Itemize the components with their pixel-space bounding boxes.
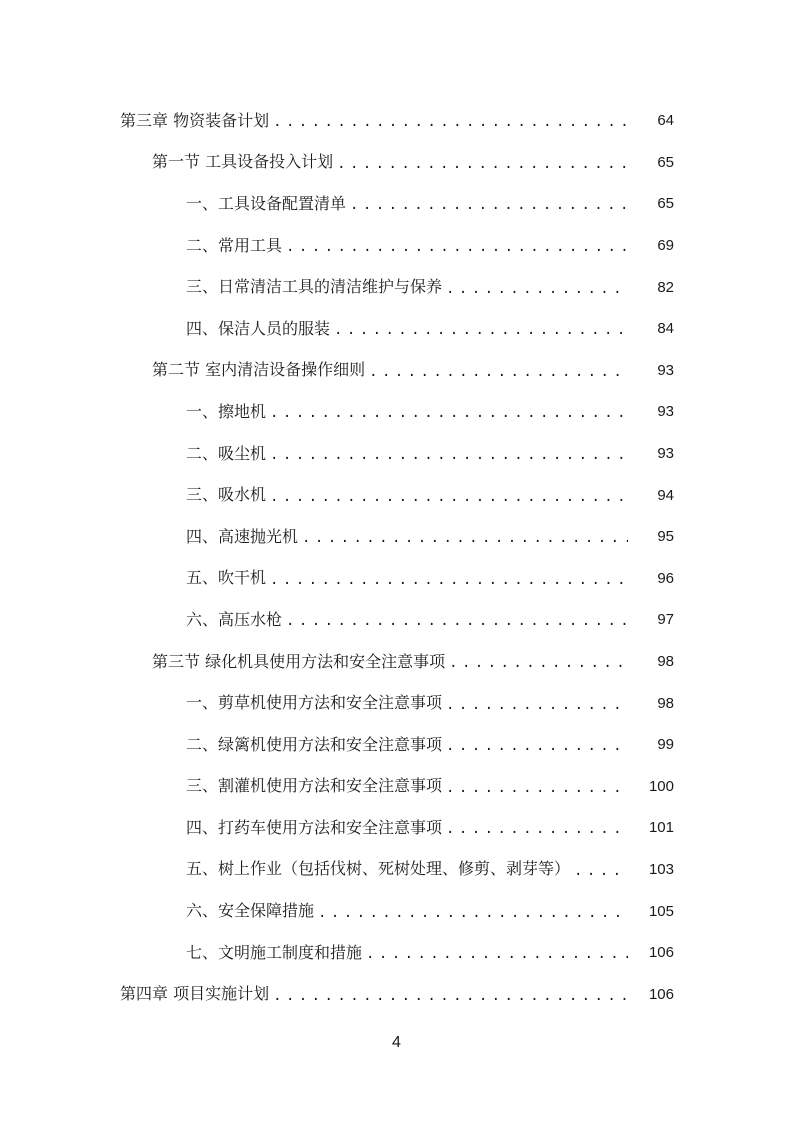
toc-entry-title: 第二节 室内清洁设备操作细则 <box>152 362 369 378</box>
toc-dot-leader <box>446 739 628 753</box>
toc-entry-title: 第一节 工具设备投入计划 <box>152 154 337 170</box>
toc-entry-title: 一、工具设备配置清单 <box>186 196 350 212</box>
toc-entry-page-number: 106 <box>628 987 793 1002</box>
toc-entry-page-number: 93 <box>628 446 793 461</box>
toc-subsection-entry[interactable] <box>0 225 793 267</box>
toc-entry-title: 三、割灌机使用方法和安全注意事项 <box>186 778 446 794</box>
toc-entry-title: 五、树上作业（包括伐树、死树处理、修剪、剥芽等） <box>186 861 574 877</box>
toc-entry-title: 六、高压水枪 <box>186 612 286 628</box>
toc-subsection-entry[interactable] <box>0 932 793 974</box>
table-of-contents <box>0 100 793 1015</box>
toc-entry-page-number: 65 <box>628 196 793 211</box>
toc-entry-title: 六、安全保障措施 <box>186 903 318 919</box>
toc-section-entry[interactable] <box>0 641 793 683</box>
toc-dot-leader <box>270 490 628 504</box>
toc-subsection-entry[interactable] <box>0 266 793 308</box>
toc-dot-leader <box>446 698 628 712</box>
toc-subsection-entry[interactable] <box>0 308 793 350</box>
toc-dot-leader <box>337 157 628 171</box>
toc-dot-leader <box>366 947 628 961</box>
toc-dot-leader <box>446 781 628 795</box>
toc-entry-page-number: 98 <box>628 654 793 669</box>
toc-entry-page-number: 98 <box>628 696 793 711</box>
toc-entry-page-number: 103 <box>628 862 793 877</box>
toc-entry-page-number: 100 <box>628 779 793 794</box>
toc-chapter-entry[interactable] <box>0 973 793 1015</box>
toc-section-entry[interactable] <box>0 350 793 392</box>
toc-entry-page-number: 65 <box>628 155 793 170</box>
toc-dot-leader <box>302 531 628 545</box>
toc-entry-page-number: 82 <box>628 280 793 295</box>
toc-subsection-entry[interactable] <box>0 849 793 891</box>
toc-subsection-entry[interactable] <box>0 474 793 516</box>
toc-entry-page-number: 69 <box>628 238 793 253</box>
toc-entry-page-number: 99 <box>628 737 793 752</box>
toc-dot-leader <box>334 323 628 337</box>
toc-entry-page-number: 96 <box>628 571 793 586</box>
toc-subsection-entry[interactable] <box>0 766 793 808</box>
toc-subsection-entry[interactable] <box>0 558 793 600</box>
toc-entry-title: 一、擦地机 <box>186 404 270 420</box>
toc-dot-leader <box>350 198 628 212</box>
toc-entry-title: 二、常用工具 <box>186 238 286 254</box>
toc-entry-title: 四、保洁人员的服装 <box>186 321 334 337</box>
toc-dot-leader <box>273 115 628 129</box>
toc-entry-page-number: 95 <box>628 529 793 544</box>
toc-entry-title: 二、吸尘机 <box>186 446 270 462</box>
toc-subsection-entry[interactable] <box>0 516 793 558</box>
toc-dot-leader <box>270 573 628 587</box>
toc-entry-title: 五、吹干机 <box>186 570 270 586</box>
toc-entry-title: 第四章 项目实施计划 <box>120 986 273 1002</box>
toc-entry-title: 第三节 绿化机具使用方法和安全注意事项 <box>152 654 449 670</box>
toc-subsection-entry[interactable] <box>0 682 793 724</box>
toc-entry-title: 三、吸水机 <box>186 487 270 503</box>
toc-subsection-entry[interactable] <box>0 724 793 766</box>
toc-entry-title: 七、文明施工制度和措施 <box>186 945 366 961</box>
toc-dot-leader <box>286 240 628 254</box>
toc-dot-leader <box>446 282 628 296</box>
toc-dot-leader <box>270 448 628 462</box>
toc-chapter-entry[interactable] <box>0 100 793 142</box>
toc-dot-leader <box>574 864 628 878</box>
toc-subsection-entry[interactable] <box>0 807 793 849</box>
toc-entry-page-number: 93 <box>628 363 793 378</box>
toc-entry-page-number: 106 <box>628 945 793 960</box>
toc-dot-leader <box>449 656 628 670</box>
toc-subsection-entry[interactable] <box>0 183 793 225</box>
toc-entry-title: 三、日常清洁工具的清洁维护与保养 <box>186 279 446 295</box>
toc-dot-leader <box>273 989 628 1003</box>
toc-subsection-entry[interactable] <box>0 433 793 475</box>
toc-entry-title: 二、绿篱机使用方法和安全注意事项 <box>186 737 446 753</box>
toc-subsection-entry[interactable] <box>0 890 793 932</box>
toc-subsection-entry[interactable] <box>0 391 793 433</box>
toc-dot-leader <box>369 365 628 379</box>
toc-dot-leader <box>270 406 628 420</box>
toc-dot-leader <box>286 614 628 628</box>
toc-entry-page-number: 94 <box>628 488 793 503</box>
toc-entry-page-number: 84 <box>628 321 793 336</box>
toc-entry-page-number: 97 <box>628 612 793 627</box>
toc-entry-page-number: 64 <box>628 113 793 128</box>
toc-entry-page-number: 101 <box>628 820 793 835</box>
toc-entry-page-number: 105 <box>628 904 793 919</box>
toc-dot-leader <box>446 822 628 836</box>
toc-entry-page-number: 93 <box>628 404 793 419</box>
toc-entry-title: 四、高速抛光机 <box>186 529 302 545</box>
toc-dot-leader <box>318 906 628 920</box>
toc-section-entry[interactable] <box>0 142 793 184</box>
toc-subsection-entry[interactable] <box>0 599 793 641</box>
toc-entry-title: 四、打药车使用方法和安全注意事项 <box>186 820 446 836</box>
toc-entry-title: 第三章 物资装备计划 <box>120 113 273 129</box>
toc-entry-title: 一、剪草机使用方法和安全注意事项 <box>186 695 446 711</box>
page-number: 4 <box>392 1034 401 1051</box>
